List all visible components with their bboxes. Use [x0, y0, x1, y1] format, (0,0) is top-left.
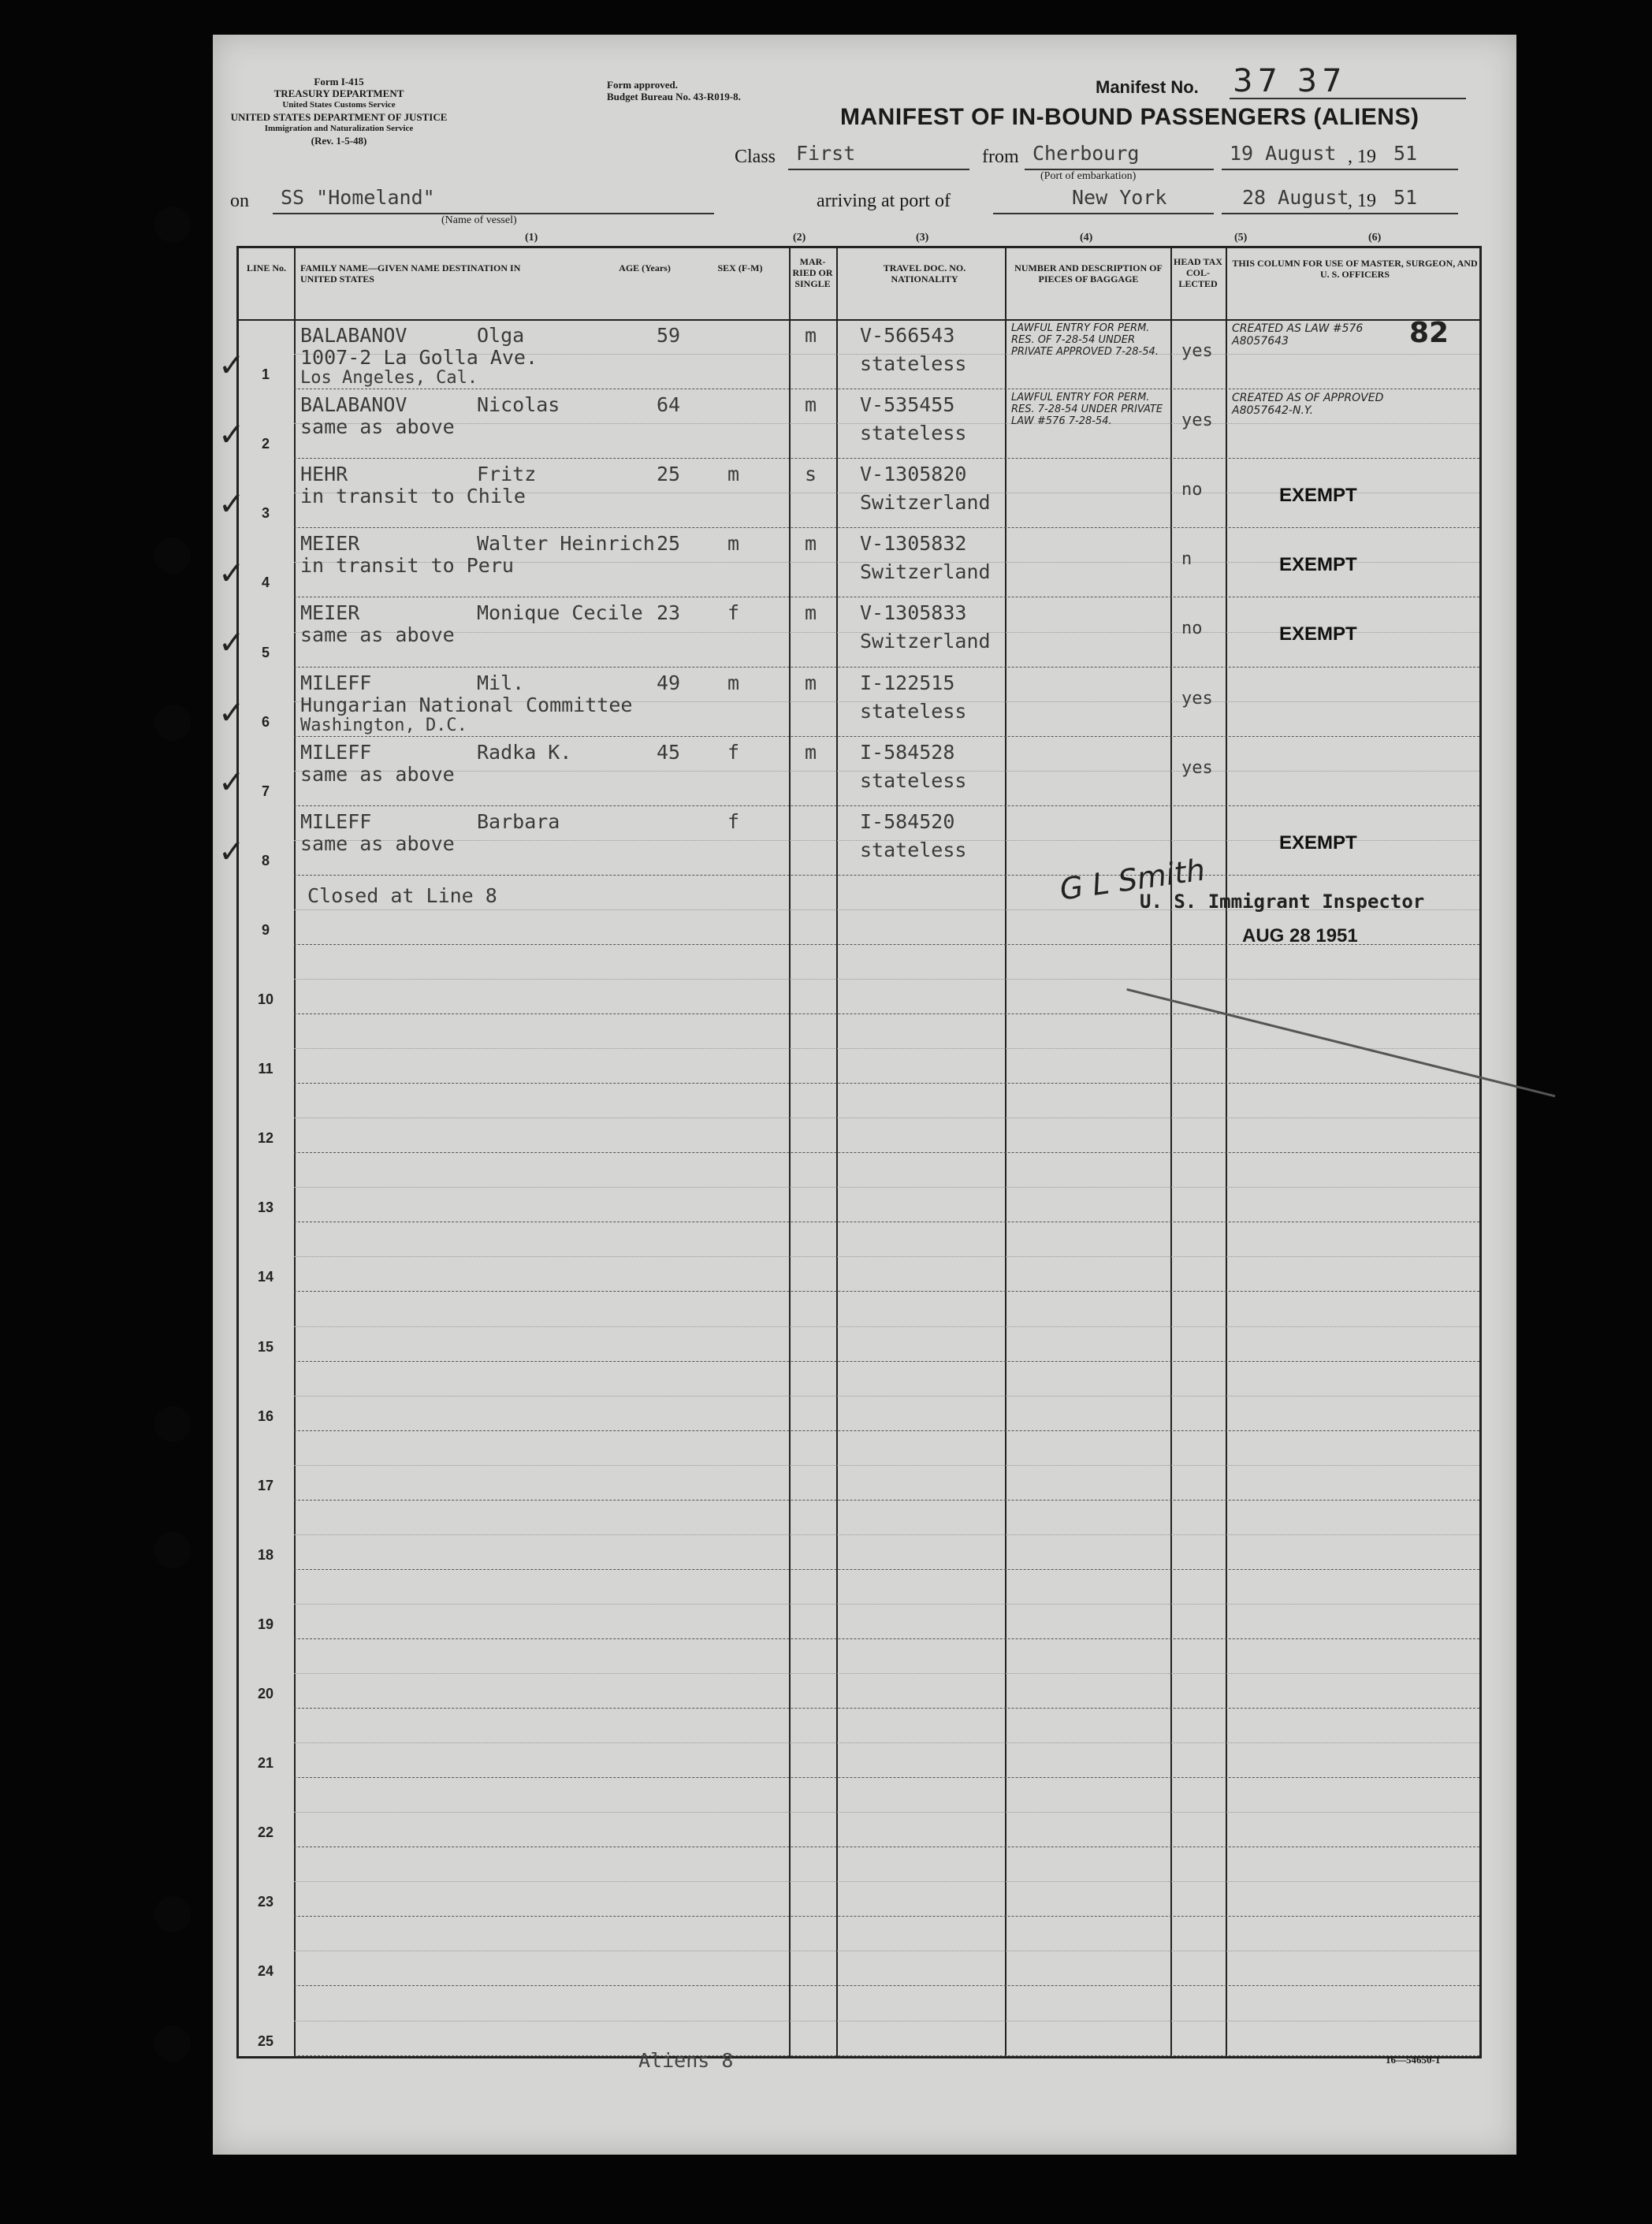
arriving-label: arriving at port of: [817, 191, 951, 211]
passenger-marital: m: [805, 740, 817, 764]
passenger-sex: m: [727, 463, 740, 486]
passenger-marital: m: [805, 324, 817, 347]
passenger-marital: s: [805, 463, 817, 486]
check-mark: ✓: [218, 764, 245, 801]
check-mark: ✓: [218, 694, 245, 731]
row-divider: [294, 1638, 1479, 1639]
passenger-officer-note: EXEMPT: [1279, 623, 1357, 645]
passenger-destination: same as above: [300, 415, 455, 439]
footer-total: Aliens 8: [638, 2049, 734, 2072]
row-divider: [294, 1916, 1479, 1917]
line-number: 24: [257, 1963, 274, 1980]
passenger-age: 23: [657, 601, 681, 625]
passenger-destination: same as above: [300, 831, 455, 855]
budget-bureau-text: Budget Bureau No. 43-R019-8.: [607, 91, 741, 102]
passenger-marital: m: [805, 601, 817, 625]
passenger-destination: in transit to Peru: [300, 554, 514, 578]
passenger-officer-note: EXEMPT: [1279, 554, 1357, 576]
line-number: 12: [257, 1130, 274, 1147]
port-embarkation-caption: (Port of embarkation): [1040, 170, 1137, 182]
passenger-nationality: Switzerland: [860, 491, 991, 515]
row-divider: [294, 1500, 1479, 1501]
row-divider: [294, 1083, 1479, 1084]
row-subdivider: [294, 1187, 1479, 1188]
from-label: from: [982, 147, 1019, 167]
passenger-family-name: MILEFF: [300, 809, 372, 833]
date-underline-1: [1222, 169, 1458, 170]
row-divider: [294, 1291, 1479, 1292]
passenger-baggage-note: LAWFUL ENTRY FOR PERM. RES. OF 7-28-54 UNDER PRIVATE APPROVED 7-28-54.: [1011, 322, 1159, 358]
passenger-given-name: Mil.: [477, 671, 525, 694]
line-number: 10: [257, 991, 274, 1007]
line-number: 22: [257, 1824, 274, 1841]
line-number: 19: [257, 1616, 274, 1632]
passenger-sex: f: [727, 740, 740, 764]
row-subdivider: [294, 1881, 1479, 1882]
row-divider: [294, 1430, 1479, 1431]
passenger-sex: m: [727, 532, 740, 556]
class-underline: [788, 169, 969, 170]
passenger-head-tax: n: [1181, 549, 1192, 570]
col-header-married: MAR- RIED OR SINGLE: [792, 256, 833, 289]
passenger-travel-doc: V-1305820: [860, 463, 967, 486]
col-header-baggage: NUMBER AND DESCRIPTION OF PIECES OF BAGGAGE: [1014, 262, 1163, 285]
form-approved-text: Form approved.: [607, 79, 679, 91]
class-label: Class: [735, 147, 776, 167]
line-number: 9: [261, 921, 270, 938]
passenger-age: 25: [657, 532, 681, 556]
row-divider: [294, 736, 1479, 737]
line-number: 14: [257, 1269, 274, 1285]
manifest-sheet: [213, 35, 1516, 2155]
arrival-port: New York: [1072, 186, 1167, 209]
punch-hole: [154, 1896, 191, 1932]
manifest-no-label: Manifest No.: [1096, 77, 1199, 97]
passenger-family-name: HEHR: [300, 463, 348, 486]
passenger-nationality: stateless: [860, 699, 967, 723]
line-number: 15: [257, 1338, 274, 1355]
check-mark: ✓: [218, 486, 245, 523]
row-subdivider: [294, 1673, 1479, 1674]
departure-year: 51: [1393, 142, 1418, 165]
row-subdivider: [294, 1256, 1479, 1257]
passenger-nationality: Switzerland: [860, 630, 991, 653]
passenger-head-tax: no: [1181, 480, 1203, 500]
passenger-sex: m: [727, 671, 740, 694]
col-header-sex: SEX (F-M): [717, 262, 763, 273]
year-prefix-2: , 19: [1348, 191, 1376, 211]
form-approval: [607, 79, 741, 102]
manifest-no-value: 37 37: [1233, 63, 1347, 99]
passenger-officer-note: EXEMPT: [1279, 831, 1357, 854]
line-number: 16: [257, 1408, 274, 1424]
passenger-given-name: Nicolas: [477, 393, 560, 417]
line-number: 8: [261, 852, 270, 868]
punch-hole: [154, 705, 191, 741]
footer-code: 16—54650-1: [1386, 2054, 1441, 2066]
line-number: 18: [257, 1546, 274, 1563]
passenger-family-name: MILEFF: [300, 740, 372, 764]
punch-hole: [154, 2025, 191, 2062]
line-number: 4: [261, 575, 270, 591]
passenger-nationality: Switzerland: [860, 560, 991, 584]
passenger-travel-doc: V-535455: [860, 393, 955, 417]
row-subdivider: [294, 1534, 1479, 1535]
ins-service: Immigration and Naturalization Service: [264, 124, 414, 133]
passenger-baggage-note: LAWFUL ENTRY FOR PERM. RES. 7-28-54 UNDER PRIVATE LAW #576 7-28-54.: [1011, 392, 1163, 428]
passenger-family-name: BALABANOV: [300, 393, 407, 417]
line-number: 5: [261, 644, 270, 660]
line-number: 3: [261, 505, 270, 522]
passenger-travel-doc: V-566543: [860, 324, 955, 347]
arrival-year: 51: [1393, 186, 1418, 209]
line-number: 7: [261, 783, 270, 799]
passenger-age: 49: [657, 671, 681, 694]
passenger-destination-2: Los Angeles, Cal.: [300, 368, 478, 388]
passenger-marital: m: [805, 532, 817, 556]
vessel-name: SS "Homeland": [281, 186, 435, 209]
punch-hole: [154, 206, 191, 243]
punch-hole: [154, 537, 191, 574]
passenger-given-name: Barbara: [477, 809, 560, 833]
arrival-date: 28 August: [1242, 186, 1349, 209]
row-subdivider: [294, 1048, 1479, 1049]
treasury-dept: TREASURY DEPARTMENT: [273, 87, 404, 99]
line-number: 13: [257, 1199, 274, 1216]
passenger-sex: f: [727, 601, 740, 625]
row-divider: [294, 1569, 1479, 1570]
row-divider: [294, 1152, 1479, 1153]
line-number: 21: [257, 1755, 274, 1772]
row-divider: [294, 2055, 1479, 2056]
col-header-travel: TRAVEL DOC. NO. NATIONALITY: [883, 262, 966, 285]
passenger-officer-note: EXEMPT: [1279, 485, 1357, 507]
row-divider: [294, 527, 1479, 528]
passenger-given-name: Monique Cecile: [477, 601, 643, 625]
col-index-3: (3): [916, 232, 929, 244]
passenger-head-tax: yes: [1181, 688, 1213, 708]
form-number: Form I-415: [314, 76, 364, 87]
check-mark: ✓: [218, 833, 245, 870]
col-header-line: LINE No.: [246, 262, 286, 273]
passenger-table: [218, 246, 1482, 2059]
passenger-nationality: stateless: [860, 838, 967, 861]
form-revision: (Rev. 1-5-48): [311, 135, 367, 147]
passenger-given-name: Olga: [477, 324, 525, 347]
passenger-head-tax: yes: [1181, 411, 1213, 431]
row-subdivider: [294, 1812, 1479, 1813]
passenger-nationality: stateless: [860, 422, 967, 445]
on-label: on: [230, 191, 249, 211]
line-number: 11: [258, 1061, 273, 1077]
col-header-headtax: HEAD TAX COL- LECTED: [1174, 256, 1222, 289]
passenger-destination: same as above: [300, 762, 455, 786]
passenger-head-tax: yes: [1181, 341, 1213, 361]
year-prefix-1: , 19: [1348, 147, 1376, 167]
punch-hole: [154, 1532, 191, 1568]
passenger-destination-2: Washington, D.C.: [300, 715, 467, 735]
col-index-5: (5): [1234, 232, 1248, 244]
closed-at-line: Closed at Line 8: [307, 884, 497, 907]
passenger-travel-doc: V-1305832: [860, 532, 967, 556]
from-value: Cherbourg: [1032, 142, 1140, 165]
passenger-destination: same as above: [300, 623, 455, 647]
passenger-age: 64: [657, 393, 681, 417]
passenger-nationality: stateless: [860, 768, 967, 792]
passenger-marital: m: [805, 671, 817, 694]
file-number: 82: [1409, 317, 1449, 349]
passenger-officer-note: CREATED AS LAW #576 A8057643: [1232, 322, 1364, 348]
passenger-family-name: MILEFF: [300, 671, 372, 694]
row-divider: [294, 1985, 1479, 1986]
col-header-officers: THIS COLUMN FOR USE OF MASTER, SURGEON, AND U. S. OFFICERS: [1232, 258, 1478, 280]
passenger-destination: in transit to Chile: [300, 485, 526, 508]
class-value: First: [796, 142, 856, 165]
passenger-travel-doc: I-584528: [860, 740, 955, 764]
row-divider: [294, 1361, 1479, 1362]
row-subdivider: [294, 1742, 1479, 1743]
passenger-travel-doc: V-1305833: [860, 601, 967, 625]
manifest-no-underline: [1230, 98, 1466, 99]
passenger-family-name: MEIER: [300, 532, 360, 556]
passenger-travel-doc: I-584520: [860, 809, 955, 833]
row-subdivider: [294, 979, 1479, 980]
header-rule: [239, 319, 1479, 321]
passenger-age: 59: [657, 324, 681, 347]
inspection-date-stamp: AUG 28 1951: [1242, 925, 1358, 947]
passenger-travel-doc: I-122515: [860, 671, 955, 694]
col-index-1: (1): [525, 232, 538, 244]
row-divider: [294, 1708, 1479, 1709]
row-divider: [294, 458, 1479, 459]
page-title: MANIFEST OF IN-BOUND PASSENGERS (ALIENS): [840, 104, 1419, 130]
form-header-left: [229, 76, 449, 147]
row-divider: [294, 805, 1479, 806]
passenger-sex: f: [727, 809, 740, 833]
check-mark: ✓: [218, 556, 245, 593]
row-divider: [294, 875, 1479, 876]
row-divider: [294, 667, 1479, 668]
line-number: 2: [261, 436, 270, 452]
passenger-head-tax: no: [1181, 619, 1203, 639]
passenger-family-name: BALABANOV: [300, 324, 407, 347]
line-number: 17: [257, 1477, 274, 1493]
passenger-given-name: Fritz: [477, 463, 537, 486]
row-subdivider: [294, 1604, 1479, 1605]
line-number: 23: [257, 1894, 274, 1910]
check-mark: ✓: [218, 348, 245, 384]
line-number: 6: [261, 713, 270, 730]
passenger-family-name: MEIER: [300, 601, 360, 625]
passenger-head-tax: yes: [1181, 757, 1213, 778]
line-number: 1: [261, 366, 270, 383]
arrival-port-underline: [993, 213, 1214, 214]
passenger-given-name: Radka K.: [477, 740, 572, 764]
departure-date: 19 August: [1230, 142, 1337, 165]
row-divider: [294, 1013, 1479, 1014]
col-index-4: (4): [1080, 232, 1093, 244]
col-index-6: (6): [1368, 232, 1382, 244]
inspector-title: U. S. Immigrant Inspector: [1140, 891, 1425, 913]
check-mark: ✓: [218, 417, 245, 454]
col-index-2: (2): [793, 232, 806, 244]
row-subdivider: [294, 1396, 1479, 1397]
passenger-destination: Hungarian National Committee: [300, 693, 633, 716]
vessel-caption: (Name of vessel): [441, 214, 517, 226]
justice-dept: UNITED STATES DEPARTMENT OF JUSTICE: [230, 111, 448, 123]
row-subdivider: [294, 1326, 1479, 1327]
punch-hole: [154, 1406, 191, 1442]
line-number: 20: [257, 1686, 274, 1701]
passenger-nationality: stateless: [860, 352, 967, 375]
passenger-marital: m: [805, 393, 817, 417]
passenger-age: 25: [657, 463, 681, 486]
col-header-age: AGE (Years): [619, 262, 671, 273]
inspector-signature: G L Smith: [1057, 852, 1207, 907]
passenger-officer-note: CREATED AS OF APPROVED A8057642-N.Y.: [1232, 392, 1384, 418]
row-subdivider: [294, 1465, 1479, 1466]
passenger-age: 45: [657, 740, 681, 764]
col-header-name: FAMILY NAME—GIVEN NAME DESTINATION IN UNITED STATES: [300, 262, 521, 285]
check-mark: ✓: [218, 625, 245, 662]
date-underline-2: [1222, 213, 1458, 214]
passenger-destination: 1007-2 La Golla Ave.: [300, 346, 538, 369]
line-number: 25: [257, 2032, 274, 2049]
customs-service: United States Customs Service: [282, 100, 396, 110]
passenger-given-name: Walter Heinrich: [477, 532, 655, 556]
row-divider: [294, 1777, 1479, 1778]
